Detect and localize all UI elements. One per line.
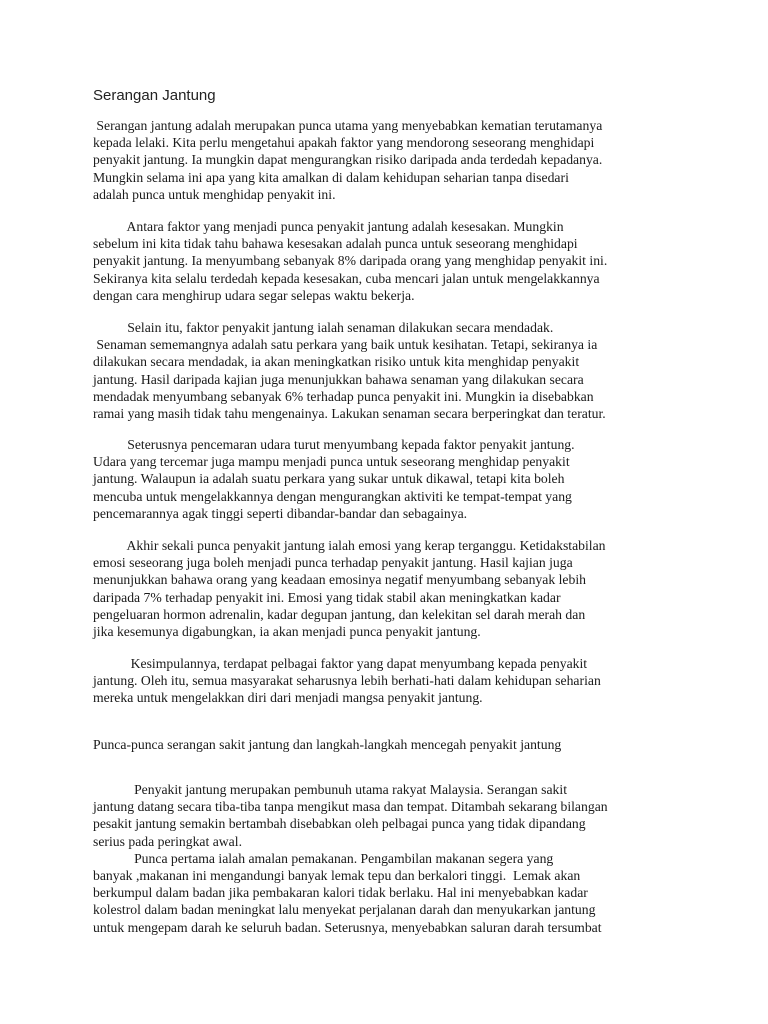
paragraph-kesesakan: [93, 218, 683, 304]
text-line: Selain itu, faktor penyakit jantung ialah senaman dilakukan secara mendadak.: [93, 320, 554, 335]
text-line: Udara yang tercemar juga mampu menjadi punca untuk seseorang menghidap penyakit: [93, 454, 570, 470]
paragraph-punca: [93, 781, 683, 936]
paragraph-senaman: [93, 319, 683, 422]
paragraph-kesimpulan: [93, 655, 683, 707]
text-line: serius pada peringkat awal.: [93, 833, 242, 849]
text-line: kolestrol dalam badan meningkat lalu menyekat perjalanan darah dan menyukarkan jantung: [93, 902, 596, 918]
text-line: Serangan jantung adalah merupakan punca utama yang menyebabkan kematian terutamanya: [93, 118, 603, 133]
text-line: Punca pertama ialah amalan pemakanan. Pengambilan makanan segera yang: [93, 850, 554, 866]
paragraph-intro: [93, 117, 683, 203]
text-line: jika kesemunya digabungkan, ia akan menjadi punca penyakit jantung.: [93, 623, 481, 639]
text-line: penyakit jantung. Ia mungkin dapat mengurangkan risiko daripada anda terdedah kepadanya.: [93, 152, 603, 168]
text-line: jantung. Walaupun ia adalah suatu perkara yang sukar untuk dikawal, tetapi kita boleh: [93, 471, 565, 487]
text-line: berkumpul dalam badan jika pembakaran kalori tidak berlaku. Hal ini menyebabkan kadar: [93, 885, 588, 901]
text-line: menunjukkan bahawa orang yang keadaan emosinya negatif menyumbang sebanyak lebih: [93, 572, 586, 588]
text-line: pesakit jantung semakin bertambah disebabkan oleh pelbagai punca yang tidak dipandang: [93, 816, 586, 832]
text-line: Antara faktor yang menjadi punca penyakit jantung adalah kesesakan. Mungkin: [93, 219, 564, 234]
text-line: dilakukan secara mendadak, ia akan meningkatkan risiko untuk kita menghidap penyakit: [93, 354, 580, 370]
text-line: Sekiranya kita selalu terdedah kepada kesesakan, cuba mencari jalan untuk mengelakkannya: [93, 270, 600, 286]
text-line: mencuba untuk mengelakkannya dengan mengurangkan aktiviti ke tempat-tempat yang: [93, 488, 572, 504]
text-line: Akhir sekali punca penyakit jantung ialah emosi yang kerap terganggu. Ketidakstabilan: [93, 538, 606, 553]
text-line: dengan cara menghirup udara segar selepas waktu bekerja.: [93, 287, 415, 303]
section-heading: Punca-punca serangan sakit jantung dan langkah-langkah mencegah penyakit jantung: [93, 737, 562, 752]
text-line: jantung datang secara tiba-tiba tanpa mengikut masa dan tempat. Ditambah sekarang bilangan: [93, 799, 608, 815]
text-line: Seterusnya pencemaran udara turut menyumbang kepada faktor penyakit jantung.: [93, 437, 575, 452]
text-line: untuk mengepam darah ke seluruh badan. Seterusnya, menyebabkan saluran darah tersumbat: [93, 919, 602, 935]
paragraph-emosi: [93, 537, 683, 640]
text-line: kepada lelaki. Kita perlu mengetahui apakah faktor yang mendorong seseorang menghidapi: [93, 135, 595, 151]
text-line: pengeluaran hormon adrenalin, kadar degupan jantung, dan kelekitan sel darah merah dan: [93, 606, 586, 622]
text-line: Senaman sememangnya adalah satu perkara yang baik untuk kesihatan. Tetapi, sekiranya ia: [93, 337, 598, 353]
text-line: emosi seseorang juga boleh menjadi punca terhadap penyakit jantung. Hasil kajian juga: [93, 555, 573, 571]
text-line: jantung. Oleh itu, semua masyarakat seharusnya lebih berhati-hati dalam kehidupan seharian: [93, 673, 601, 689]
text-line: Penyakit jantung merupakan pembunuh utama rakyat Malaysia. Serangan sakit: [93, 782, 567, 797]
text-line: ramai yang masih tidak tahu mengenainya. Lakukan senaman secara berperingkat dan teratur.: [93, 405, 606, 421]
text-line: pencemarannya agak tinggi seperti dibandar-bandar dan sebagainya.: [93, 505, 468, 521]
text-line: mendadak menyumbang sebanyak 6% terhadap punca penyakit ini. Mungkin ia disebabkan: [93, 388, 594, 404]
paragraph-pencemaran: [93, 436, 683, 522]
text-line: mereka untuk mengelakkan diri dari menjadi mangsa penyakit jantung.: [93, 690, 483, 706]
text-line: adalah punca untuk menghidap penyakit ini.: [93, 186, 336, 202]
text-line: daripada 7% terhadap penyakit ini. Emosi yang tidak stabil akan meningkatkan kadar: [93, 589, 561, 605]
text-line: Kesimpulannya, terdapat pelbagai faktor yang dapat menyumbang kepada penyakit: [93, 656, 588, 671]
text-line: sebelum ini kita tidak tahu bahawa kesesakan adalah punca untuk seseorang menghidapi: [93, 236, 578, 252]
text-line: banyak ,makanan ini mengandungi banyak lemak tepu dan berkalori tinggi. Lemak akan: [93, 867, 581, 883]
text-line: Mungkin selama ini apa yang kita amalkan di dalam kehidupan seharian tanpa disedari: [93, 169, 569, 185]
document-title: Serangan Jantung: [93, 87, 216, 104]
text-line: jantung. Hasil daripada kajian juga menunjukkan bahawa senaman yang dilakukan secara: [93, 371, 584, 387]
text-line: penyakit jantung. Ia menyumbang sebanyak 8% daripada orang yang menghidap penyakit ini.: [93, 253, 608, 269]
